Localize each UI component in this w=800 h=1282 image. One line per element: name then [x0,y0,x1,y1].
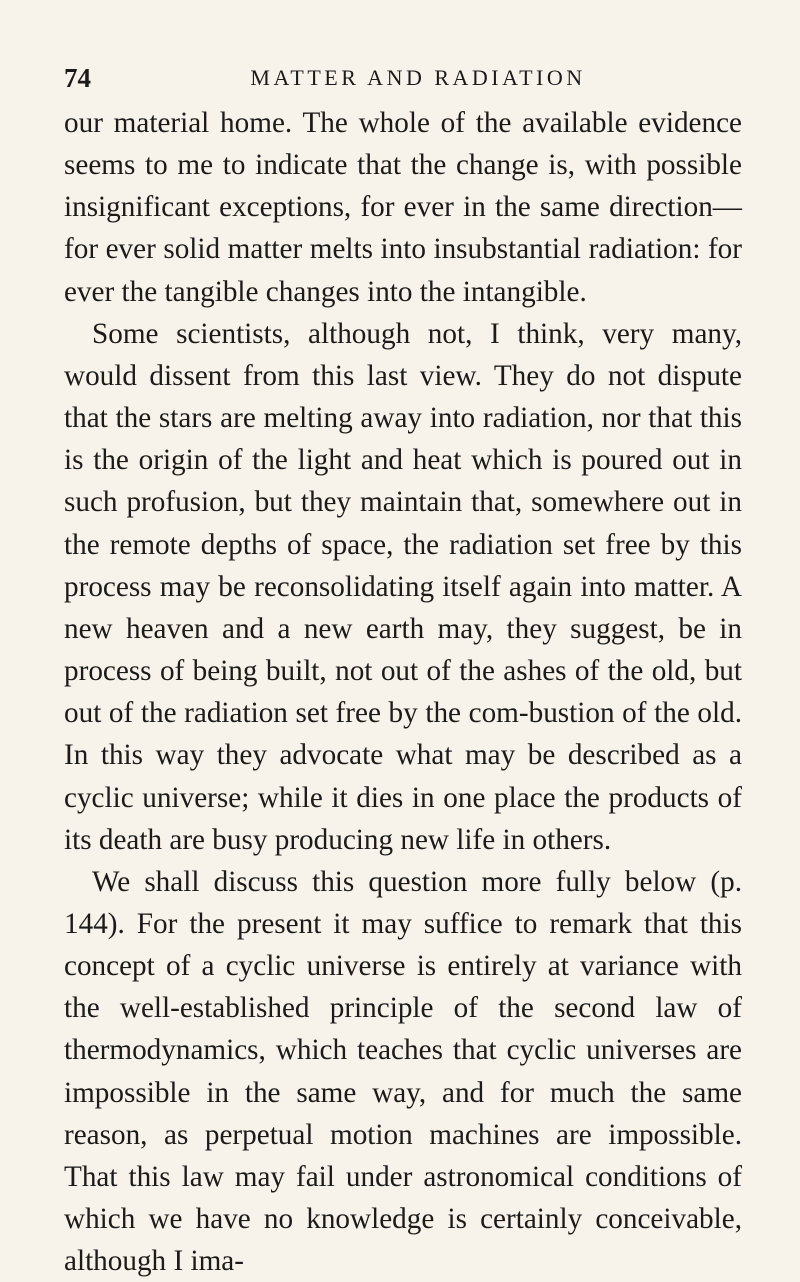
running-title: MATTER AND RADIATION [250,65,586,90]
paragraph-cyclic-universe: Some scientists, although not, I think, very many, would dissent from this last view. They do not dispute that the stars are melting away into radiation, nor that this is the origin of the light and heat which is poured out in such profusion, but they maintain that, somewhere out in the remote depths of space, the radiation set free by this process may be reconsolidating itself again into matter. A new heaven and a new earth may, they suggest, be in process of being built, not out of the ashes of the old, but out of the radiation set free by the com-bustion of the old. In this way they advocate what may be described as a cyclic universe; while it dies in one place the products of its death are busy producing new life in others. [64,317,742,856]
paragraph-thermodynamics: We shall discuss this question more fully below (p. 144). For the present it may suffice to remark that this concept of a cyclic universe is entirely at variance with the well-established principle of the second law of thermodynamics, which teaches that cyclic universes are impossible in the same way, and for much the same reason, as perpetual motion machines are impossible. That this law may fail under astronomical conditions of which we have no knowledge is certainly conceivable, although I ima- [64,865,742,1278]
body-text [64,102,742,1282]
running-head [64,58,742,98]
page-number: 74 [64,63,91,93]
paragraph-continued: our material home. The whole of the available evidence seems to me to indicate that the change is, with possible insignificant exceptions, for ever in the same direction—for ever solid matter melts into insubstantial radiation: for ever the tangible changes into the intangible. [64,107,742,308]
